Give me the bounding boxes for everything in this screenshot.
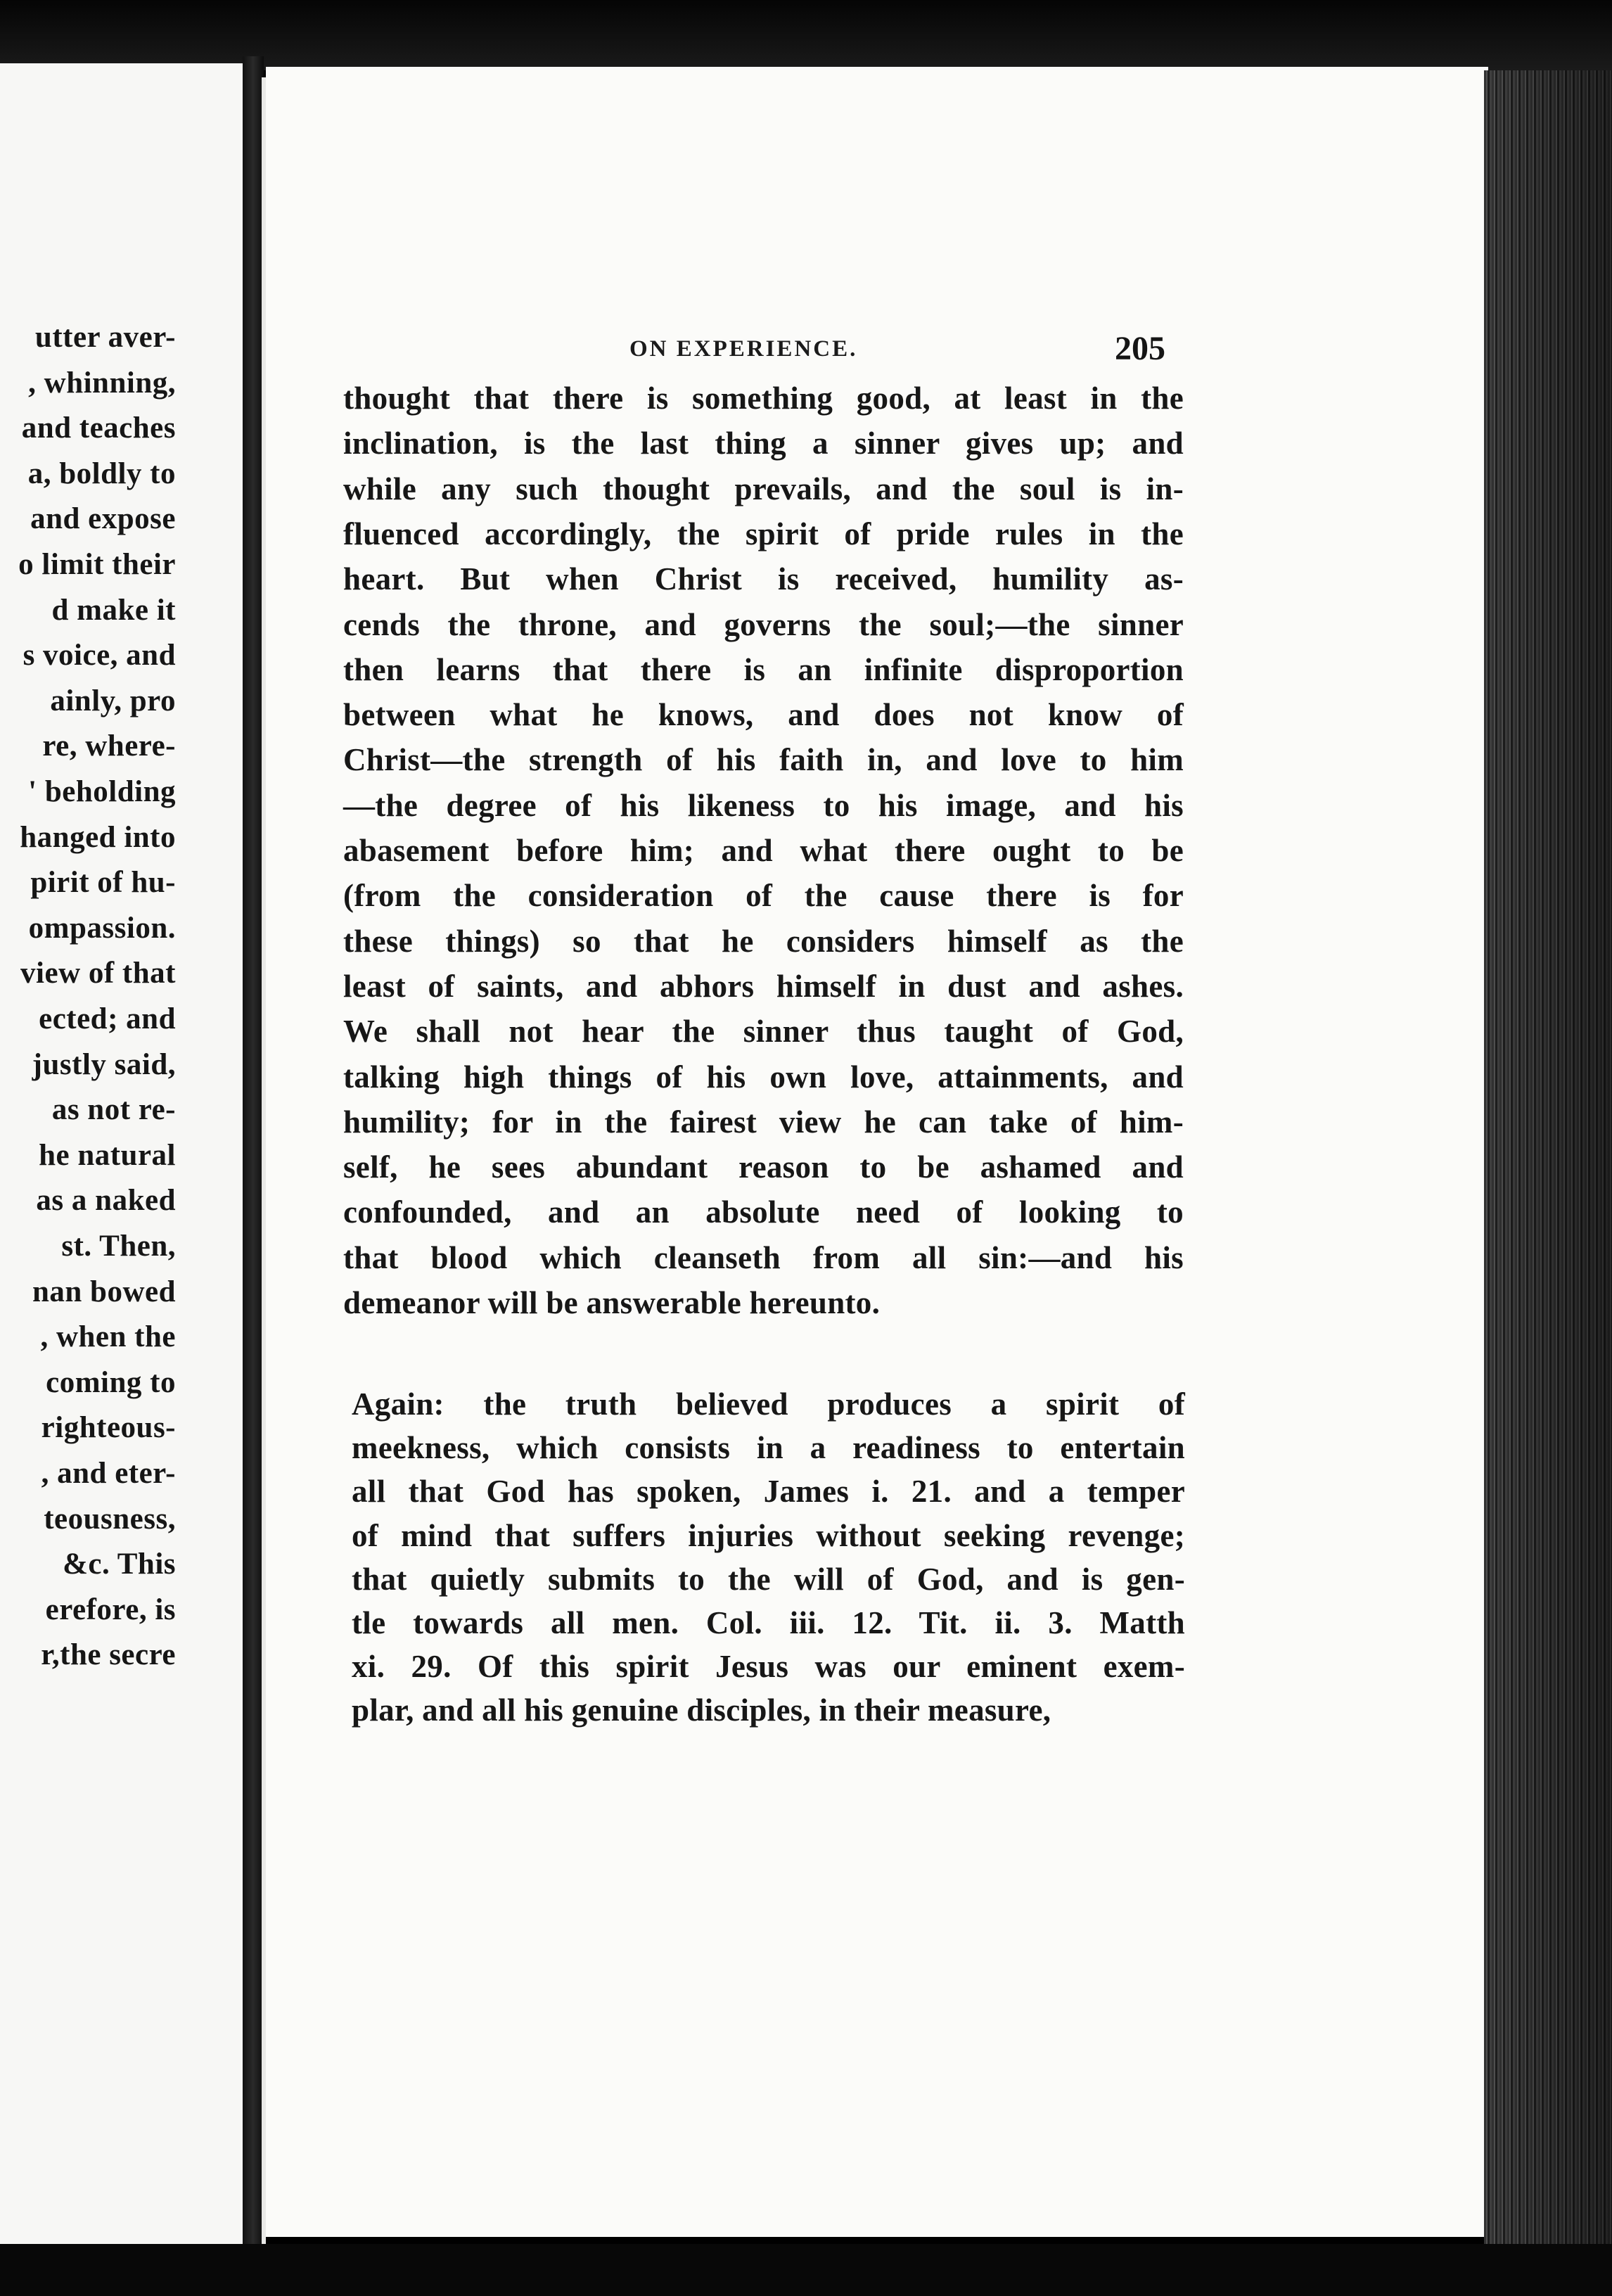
left-page-line: ainly, pro [50,684,176,718]
text-line: tle towards all men. Col. iii. 12. Tit. ii. 3. Matth [352,1605,1185,1640]
text-line: We shall not hear the sinner thus taught of God, [343,1014,1184,1050]
text-line: fluenced accordingly, the spirit of pride rules in the [343,516,1184,551]
text-line: talking high things of his own love, attainments, and [343,1059,1184,1095]
text-line: thought that there is something good, at least in the [343,381,1184,416]
text-line: that quietly submits to the will of God, and is gen- [352,1561,1185,1597]
left-page-line: righteous- [41,1411,176,1445]
text-line: meekness, which consists in a readiness to entertain [352,1430,1185,1466]
left-page-line: nan bowed [32,1275,176,1308]
text-line: plar, and all his genuine disciples, in their measure, [352,1692,1051,1728]
text-line: (from the consideration of the cause there is for [343,878,1184,914]
text-line: humility; for in the fairest view he can take of him- [343,1104,1184,1140]
left-page-line: he natural [39,1138,176,1172]
left-page-line: erefore, is [45,1593,176,1626]
left-page-line: coming to [46,1365,176,1399]
left-page-line: s voice, and [23,639,176,672]
left-page-line: and teaches [21,412,176,445]
left-page-line: and expose [30,502,176,536]
left-page-line: &c. This [63,1548,176,1581]
text-line: then learns that there is an infinite disproportion [343,651,1184,687]
text-line: heart. But when Christ is received, humility as- [343,561,1184,597]
text-line: abasement before him; and what there ought to be [343,833,1184,868]
text-line: confounded, and an absolute need of looking to [343,1194,1184,1230]
left-page-line: ompassion. [28,911,176,945]
text-line: least of saints, and abhors himself in dust and ashes. [343,968,1184,1004]
text-line: between what he knows, and does not know of [343,697,1184,733]
text-line: all that God has spoken, James i. 21. and a temper [352,1474,1185,1510]
text-line: inclination, is the last thing a sinner gives up; and [343,426,1184,461]
text-line: cends the throne, and governs the soul;—the sinner [343,606,1184,642]
text-line: self, he sees abundant reason to be ashamed and [343,1149,1184,1185]
left-page-line: as a naked [36,1184,176,1218]
left-page [0,63,243,2244]
scan-bottom-border [0,2244,1612,2296]
text-line: of mind that suffers injuries without seeking revenge; [352,1517,1185,1553]
left-page-line: ected; and [39,1002,176,1035]
text-line: these things) so that he considers himself as the [343,923,1184,959]
scan-top-border [0,0,1612,70]
left-page-line: view of that [20,957,176,990]
left-page-line: re, where- [42,729,176,763]
left-page-line: as not re- [51,1093,176,1127]
left-page-line: a, boldly to [27,457,176,490]
left-page-line: hanged into [20,820,176,854]
left-page-line: utter aver- [34,321,176,354]
left-page-line: ' beholding [28,775,176,808]
left-page-line: r,the secre [41,1638,176,1672]
text-line: xi. 29. Of this spirit Jesus was our eminent exem- [352,1649,1185,1685]
text-line: demeanor will be answerable hereunto. [343,1285,881,1320]
text-line: while any such thought prevails, and the soul is in- [343,471,1184,506]
book-gutter [243,56,264,2293]
text-line: Again: the truth believed produces a spirit of [352,1386,1185,1422]
left-page-line: d make it [51,593,176,627]
text-line: Christ—the strength of his faith in, and love to him [343,742,1184,778]
running-head: ON EXPERIENCE. [629,336,858,362]
left-page-line: st. Then, [61,1230,176,1263]
left-page-line: o limit their [18,548,176,581]
page-block-shadow [1484,70,1612,2296]
left-page-line: justly said, [32,1047,176,1081]
left-page-line: pirit of hu- [30,866,176,900]
text-line: —the degree of his likeness to his image, and his [343,787,1184,823]
page-number: 205 [1115,330,1165,367]
text-line: that blood which cleanseth from all sin:—and his [343,1239,1184,1275]
left-page-line: , whinning, [28,366,176,400]
left-page-line: , when the [40,1320,176,1354]
left-page-line: , and eter- [41,1457,176,1490]
left-page-line: teousness, [44,1502,176,1536]
